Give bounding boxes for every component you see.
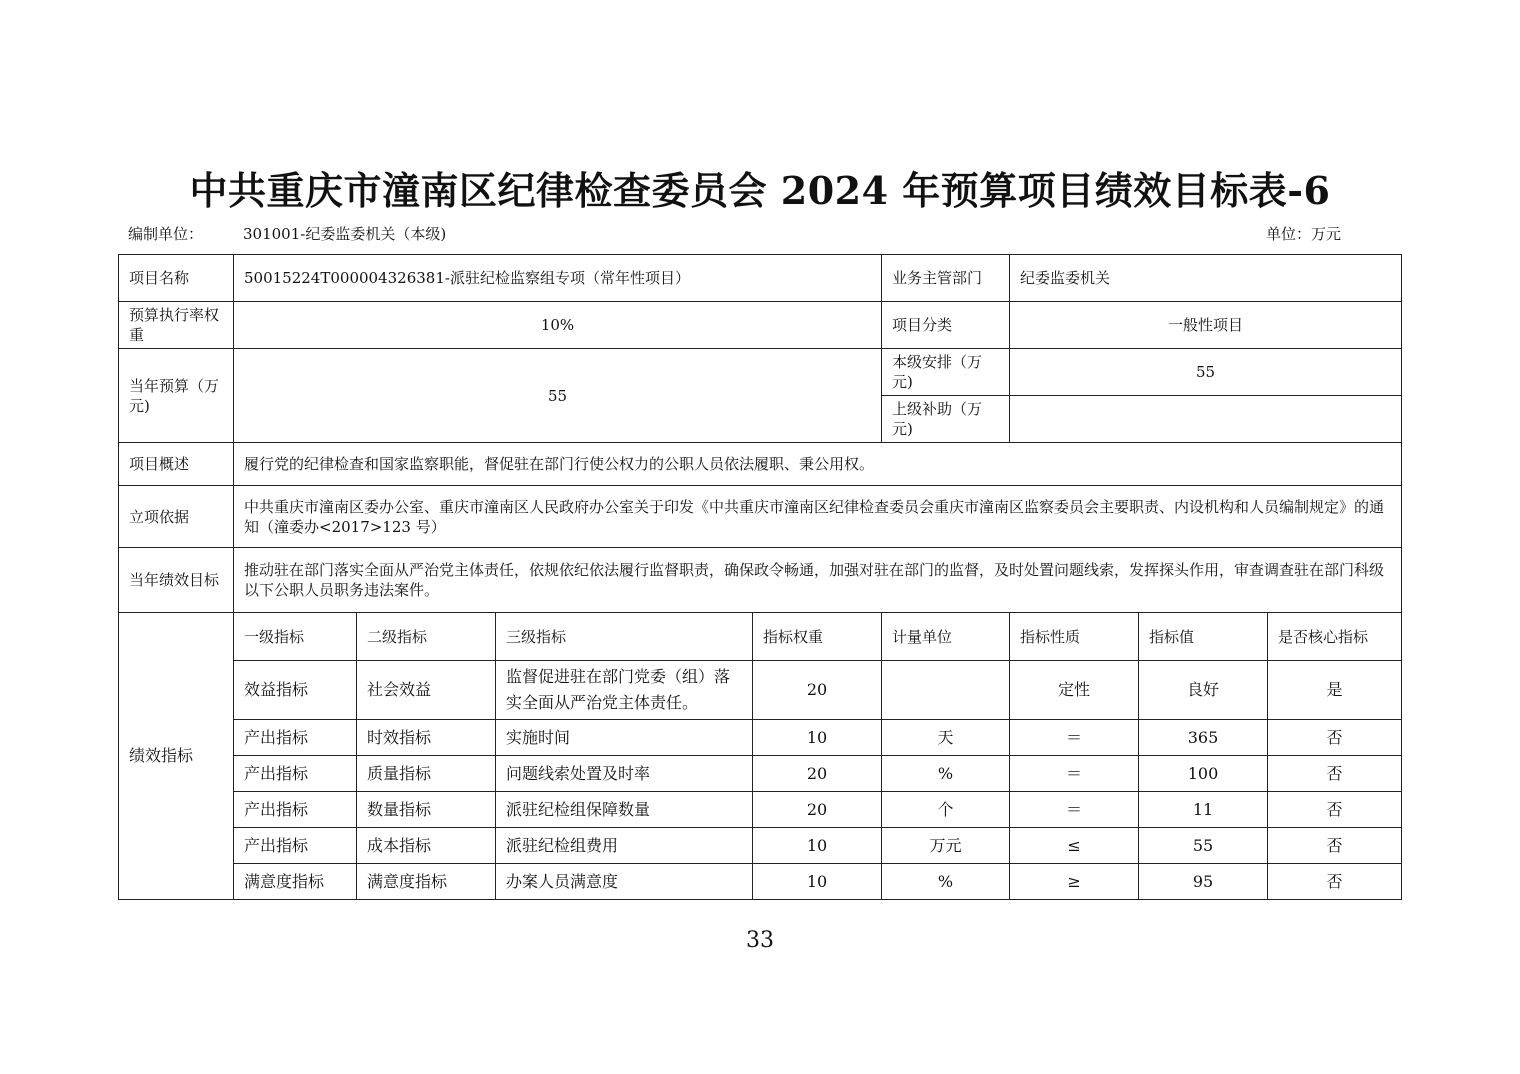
basis-label: 立项依据 bbox=[119, 486, 234, 548]
table-row bbox=[119, 828, 1402, 864]
cell-value: 良好 bbox=[1139, 661, 1268, 720]
currency-unit: 单位：万元 bbox=[1266, 225, 1342, 243]
cell-nature: ≥ bbox=[1010, 864, 1139, 900]
cell-core: 是 bbox=[1268, 661, 1402, 720]
cell-core: 否 bbox=[1268, 864, 1402, 900]
cell-nature: 定性 bbox=[1010, 661, 1139, 720]
cell-value: 11 bbox=[1139, 792, 1268, 828]
table-row bbox=[119, 720, 1402, 756]
own-arrangement-label: 本级安排（万元) bbox=[882, 349, 1010, 396]
indicator-section-label: 绩效指标 bbox=[119, 613, 234, 900]
cell-level2: 时效指标 bbox=[357, 720, 496, 756]
cell-weight: 20 bbox=[753, 756, 882, 792]
header-level1: 一级指标 bbox=[234, 613, 357, 661]
goal-value: 推动驻在部门落实全面从严治党主体责任，依规依纪依法履行监督职责，确保政令畅通，加强对驻在部门的监督，及时处置问题线索，发挥探头作用，审查调查驻在部门科级以下公职人员职务违法案件。 bbox=[234, 548, 1402, 613]
cell-level2: 社会效益 bbox=[357, 661, 496, 720]
cell-level3: 实施时间 bbox=[496, 720, 753, 756]
cell-weight: 10 bbox=[753, 720, 882, 756]
header-level2: 二级指标 bbox=[357, 613, 496, 661]
cell-level1: 效益指标 bbox=[234, 661, 357, 720]
header-value: 指标值 bbox=[1139, 613, 1268, 661]
category-label: 项目分类 bbox=[882, 302, 1010, 349]
compiling-unit bbox=[128, 223, 446, 244]
cell-value: 100 bbox=[1139, 756, 1268, 792]
header-nature: 指标性质 bbox=[1010, 613, 1139, 661]
cell-level3: 派驻纪检组保障数量 bbox=[496, 792, 753, 828]
cell-level1: 产出指标 bbox=[234, 792, 357, 828]
overview-label: 项目概述 bbox=[119, 443, 234, 486]
table-row bbox=[119, 756, 1402, 792]
dept-label: 业务主管部门 bbox=[882, 255, 1010, 302]
weight-value: 10% bbox=[234, 302, 882, 349]
category-value: 一般性项目 bbox=[1010, 302, 1402, 349]
cell-unit: % bbox=[882, 864, 1010, 900]
cell-weight: 10 bbox=[753, 828, 882, 864]
table-row bbox=[119, 792, 1402, 828]
cell-level2: 成本指标 bbox=[357, 828, 496, 864]
cell-core: 否 bbox=[1268, 756, 1402, 792]
cell-unit: 天 bbox=[882, 720, 1010, 756]
cell-nature: ＝ bbox=[1010, 756, 1139, 792]
budget-label: 当年预算（万元) bbox=[119, 349, 234, 443]
table-row bbox=[119, 661, 1402, 720]
cell-level3: 派驻纪检组费用 bbox=[496, 828, 753, 864]
budget-value: 55 bbox=[234, 349, 882, 443]
cell-level1: 产出指标 bbox=[234, 828, 357, 864]
cell-unit: % bbox=[882, 756, 1010, 792]
cell-weight: 10 bbox=[753, 864, 882, 900]
cell-value: 55 bbox=[1139, 828, 1268, 864]
cell-value: 95 bbox=[1139, 864, 1268, 900]
header-unit: 计量单位 bbox=[882, 613, 1010, 661]
header-core: 是否核心指标 bbox=[1268, 613, 1402, 661]
upper-subsidy-label: 上级补助（万元) bbox=[882, 396, 1010, 443]
weight-label: 预算执行率权重 bbox=[119, 302, 234, 349]
cell-level1: 产出指标 bbox=[234, 720, 357, 756]
overview-value: 履行党的纪律检查和国家监察职能，督促驻在部门行使公权力的公职人员依法履职、秉公用权。 bbox=[234, 443, 1402, 486]
page-title: 中共重庆市潼南区纪律检查委员会 2024 年预算项目绩效目标表-6 bbox=[189, 168, 1331, 213]
table-row bbox=[119, 864, 1402, 900]
goal-label: 当年绩效目标 bbox=[119, 548, 234, 613]
cell-level2: 满意度指标 bbox=[357, 864, 496, 900]
project-name-value: 50015224T000004326381-派驻纪检监察组专项（常年性项目） bbox=[234, 255, 882, 302]
cell-weight: 20 bbox=[753, 661, 882, 720]
cell-core: 否 bbox=[1268, 720, 1402, 756]
cell-unit: 万元 bbox=[882, 828, 1010, 864]
cell-level1: 产出指标 bbox=[234, 756, 357, 792]
cell-level1: 满意度指标 bbox=[234, 864, 357, 900]
cell-unit bbox=[882, 661, 1010, 720]
project-name-label: 项目名称 bbox=[119, 255, 234, 302]
cell-nature: ＝ bbox=[1010, 792, 1139, 828]
cell-core: 否 bbox=[1268, 792, 1402, 828]
basis-value: 中共重庆市潼南区委办公室、重庆市潼南区人民政府办公室关于印发《中共重庆市潼南区纪律检查委员会重庆市潼南区监察委员会主要职责、内设机构和人员编制规定》的通知（潼委办<2017>123 号） bbox=[234, 486, 1402, 548]
dept-value: 纪委监委机关 bbox=[1010, 255, 1402, 302]
compiling-unit-value: 301001-纪委监委机关（本级) bbox=[243, 225, 447, 243]
performance-table bbox=[118, 254, 1402, 900]
cell-nature: ≤ bbox=[1010, 828, 1139, 864]
own-arrangement-value: 55 bbox=[1010, 349, 1402, 396]
cell-core: 否 bbox=[1268, 828, 1402, 864]
cell-level3: 监督促进驻在部门党委（组）落实全面从严治党主体责任。 bbox=[496, 661, 753, 720]
upper-subsidy-value bbox=[1010, 396, 1402, 443]
cell-value: 365 bbox=[1139, 720, 1268, 756]
compiling-unit-label: 编制单位： bbox=[128, 225, 204, 243]
header-level3: 三级指标 bbox=[496, 613, 753, 661]
cell-weight: 20 bbox=[753, 792, 882, 828]
cell-unit: 个 bbox=[882, 792, 1010, 828]
cell-level3: 办案人员满意度 bbox=[496, 864, 753, 900]
cell-level2: 质量指标 bbox=[357, 756, 496, 792]
cell-level2: 数量指标 bbox=[357, 792, 496, 828]
cell-nature: ＝ bbox=[1010, 720, 1139, 756]
page-number: 33 bbox=[746, 928, 774, 953]
header-weight: 指标权重 bbox=[753, 613, 882, 661]
cell-level3: 问题线索处置及时率 bbox=[496, 756, 753, 792]
